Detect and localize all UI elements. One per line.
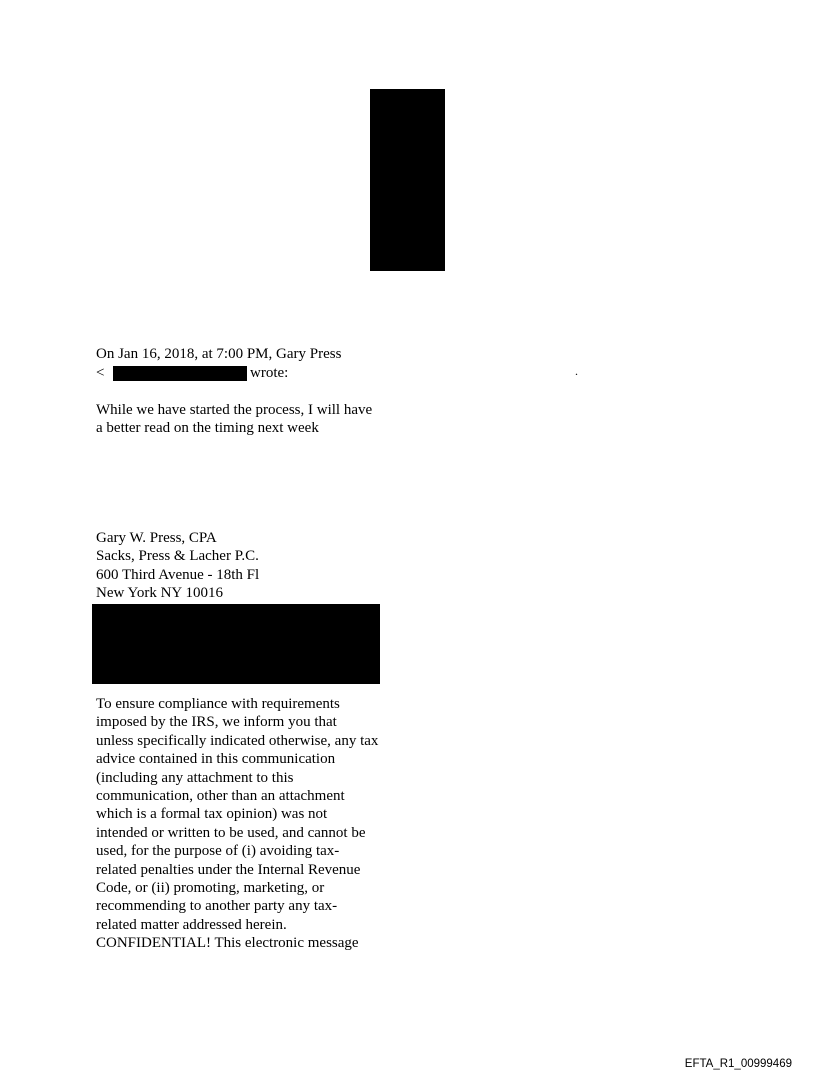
email-body <box>96 401 416 438</box>
signature-block <box>96 529 396 603</box>
document-id: EFTA_R1_00999469 <box>684 1058 792 1070</box>
signature-city: New York NY 10016 <box>96 585 223 602</box>
disclaimer-line: To ensure compliance with requirements <box>96 696 340 712</box>
disclaimer-line: unless specifically indicated otherwise, any tax <box>96 732 379 749</box>
signature-firm: Sacks, Press & Lacher P.C. <box>96 548 259 565</box>
disclaimer-line: imposed by the IRS, we inform you that <box>96 714 337 731</box>
redaction-block-contact <box>92 604 380 684</box>
email-header-wrote: wrote: <box>250 365 289 381</box>
disclaimer-line: which is a formal tax opinion) was not <box>96 806 328 823</box>
disclaimer-line: CONFIDENTIAL! This electronic message <box>96 935 359 952</box>
redaction-block-email <box>113 366 247 381</box>
email-header-sender-line <box>96 364 289 382</box>
disclaimer-line: Code, or (ii) promoting, marketing, or <box>96 880 325 897</box>
email-header-line: On Jan 16, 2018, at 7:00 PM, Gary Press <box>96 346 342 362</box>
disclaimer-line: (including any attachment to this <box>96 769 294 786</box>
redaction-block-top <box>370 89 445 271</box>
signature-name: Gary W. Press, CPA <box>96 530 217 546</box>
disclaimer-line: recommending to another party any tax- <box>96 898 338 915</box>
email-body-line: a better read on the timing next week <box>96 420 319 437</box>
disclaimer-line: related penalties under the Internal Revenue <box>96 861 361 878</box>
disclaimer-line: related matter addressed herein. <box>96 916 287 933</box>
disclaimer-line: advice contained in this communication <box>96 751 336 768</box>
disclaimer-line: communication, other than an attachment <box>96 788 345 805</box>
email-body-line: While we have started the process, I will have <box>96 402 373 418</box>
disclaimer-line: intended or written to be used, and cannot be <box>96 824 366 841</box>
signature-street: 600 Third Avenue - 18th Fl <box>96 566 260 583</box>
disclaimer-paragraph <box>96 695 396 953</box>
stray-mark: . <box>575 364 578 378</box>
disclaimer-line: used, for the purpose of (i) avoiding tax- <box>96 843 340 860</box>
email-address-open-bracket: < <box>96 365 105 381</box>
